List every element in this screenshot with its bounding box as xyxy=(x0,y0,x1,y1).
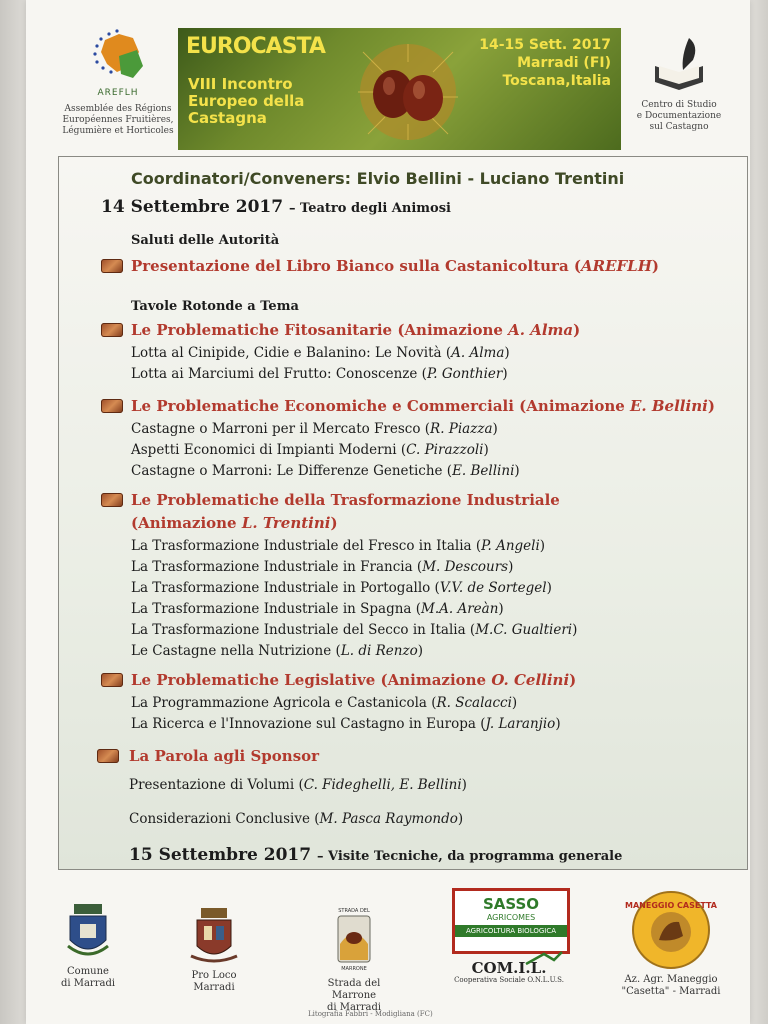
item-author: P. Gonthier xyxy=(426,366,503,382)
sponsor-caption: "Casetta" - Marradi xyxy=(621,986,721,997)
item-author: E. Bellini xyxy=(452,463,515,479)
session3-item xyxy=(131,622,577,638)
banner-date-block xyxy=(479,36,611,90)
session3-title: Le Problematiche della Trasformazione Industriale xyxy=(131,491,560,509)
program-box xyxy=(58,156,748,870)
session-title-em: L. Trentini xyxy=(241,514,331,532)
banner-subtitle-line: Castagna xyxy=(188,109,267,127)
chestnut-bullet-icon xyxy=(101,323,123,337)
item-author: R. Scalacci xyxy=(436,695,512,711)
paren: ) xyxy=(514,463,520,479)
sasso-sub: AGRICOMES xyxy=(486,913,536,922)
presentazione-em: AREFLH xyxy=(581,257,652,275)
day1-place: – Teatro degli Animosi xyxy=(289,201,451,216)
paren: ) xyxy=(492,421,498,437)
sponsor-maneggio xyxy=(616,890,726,998)
session-title-text: (Animazione xyxy=(131,514,242,532)
item-text: Lotta ai Marciumi del Frutto: Conoscenze ( xyxy=(131,366,427,382)
item-author: M. Pasca Raymondo xyxy=(319,811,458,827)
sponsor-caption: di Marradi xyxy=(326,1002,382,1013)
strada-badge-text-2: MARRONE xyxy=(341,966,367,972)
paren: ) xyxy=(569,671,577,689)
sponsor-sasso xyxy=(452,888,570,954)
session3-item xyxy=(131,601,504,617)
banner-date: 14-15 Sett. 2017 xyxy=(479,37,611,53)
item-text: La Trasformazione Industriale in Francia ( xyxy=(131,559,423,575)
item-author: C. Fideghelli, E. Bellini xyxy=(303,777,462,793)
paren: ) xyxy=(573,321,581,339)
paren: ) xyxy=(483,442,489,458)
sponsor-caption: Az. Agr. Maneggio xyxy=(624,974,718,985)
session2-title xyxy=(131,397,715,415)
sponsor-strada-marrone xyxy=(308,904,400,1014)
item-text: La Trasformazione Industriale in Portogallo ( xyxy=(131,580,440,596)
presentazione-volumi xyxy=(129,777,467,793)
areflh-desc-line: Légumière et Horticoles xyxy=(62,126,174,136)
paren: ) xyxy=(457,811,464,827)
book-quill-icon xyxy=(649,36,709,92)
eurocasta-banner xyxy=(178,28,621,150)
saluti: Saluti delle Autorità xyxy=(131,233,280,248)
paren: ) xyxy=(539,538,546,554)
item-text: La Trasformazione Industriale del Fresco in Italia ( xyxy=(131,538,482,554)
day1-date: 14 Settembre 2017 xyxy=(101,197,284,217)
wall-left xyxy=(0,0,26,1024)
conveners: Coordinatori/Conveners: Elvio Bellini - Luciano Trentini xyxy=(131,169,625,188)
banner-place: Marradi (FI) xyxy=(517,55,611,71)
parola-sponsor: La Parola agli Sponsor xyxy=(129,747,320,765)
session1-item xyxy=(131,345,510,361)
banner-title: EUROCASTA xyxy=(186,34,325,59)
item-text: La Trasformazione Industriale del Secco in Italia ( xyxy=(131,622,476,638)
item-text: La Programmazione Agricola e Castanicola ( xyxy=(131,695,437,711)
sponsor-caption: Comune xyxy=(67,966,109,977)
item-author: C. Pirazzoli xyxy=(406,442,484,458)
item-text: Lotta al Cinipide, Cidie e Balanino: Le Novità ( xyxy=(131,345,452,361)
session-title-text: Le Problematiche Fitosanitarie (Animazione xyxy=(131,321,509,339)
item-text: Considerazioni Conclusive ( xyxy=(129,811,320,827)
item-author: M.C. Gualtieri xyxy=(475,622,573,638)
centro-description xyxy=(622,100,736,133)
maneggio-badge-icon xyxy=(625,890,717,970)
item-author: M.A. Areàn xyxy=(421,601,499,617)
item-author: V.V. de Sortegel xyxy=(439,580,547,596)
centro-studio-block xyxy=(622,36,736,133)
paren: ) xyxy=(417,643,423,659)
chestnut-bullet-icon xyxy=(101,493,123,507)
day1-heading xyxy=(101,197,451,217)
sasso-band: AGRICOLTURA BIOLOGICA xyxy=(455,925,567,937)
centro-desc-line: Centro di Studio xyxy=(641,100,717,110)
sponsor-comune xyxy=(48,902,128,990)
session3-title-animazione xyxy=(131,514,338,532)
sponsor-caption: Marradi xyxy=(193,982,235,993)
item-text: Castagne o Marroni per il Mercato Fresco ( xyxy=(131,421,431,437)
session-title-em: A. Alma xyxy=(508,321,574,339)
sasso-title: SASSO xyxy=(482,895,540,913)
chestnut-bullet-icon xyxy=(101,399,123,413)
paren: ) xyxy=(511,695,518,711)
session3-item xyxy=(131,538,545,554)
paren: ) xyxy=(461,777,467,793)
tavole-rotonde: Tavole Rotonde a Tema xyxy=(131,299,299,314)
paren: ) xyxy=(498,601,504,617)
paren: ) xyxy=(502,366,508,382)
session2-item xyxy=(131,463,520,479)
centro-desc-line: sul Castagno xyxy=(649,122,709,132)
day2-date: 15 Settembre 2017 xyxy=(129,845,312,865)
paren: ) xyxy=(572,622,578,638)
areflh-logo-icon xyxy=(83,26,153,86)
item-text: Le Castagne nella Nutrizione ( xyxy=(131,643,341,659)
item-text: Castagne o Marroni: Le Differenze Genetiche ( xyxy=(131,463,453,479)
item-author: L. di Renzo xyxy=(340,643,418,659)
session4-title xyxy=(131,671,576,689)
banner-subtitle-line: VIII Incontro xyxy=(188,75,293,93)
paren: ) xyxy=(504,345,510,361)
banner-region: Toscana,Italia xyxy=(502,73,611,89)
comil-arrow-icon xyxy=(524,950,564,966)
sponsor-caption: Pro Loco xyxy=(191,970,237,981)
proloco-crest-icon xyxy=(189,906,239,966)
areflh-name: AREFLH xyxy=(97,88,139,98)
session-title-em: O. Cellini xyxy=(491,671,570,689)
item-text: La Ricerca e l'Innovazione sul Castagno in Europa ( xyxy=(131,716,486,732)
session-title-em: E. Bellini xyxy=(630,397,708,415)
areflh-desc-line: Assemblée des Régions xyxy=(64,104,172,114)
session3-item xyxy=(131,580,552,596)
session2-item xyxy=(131,442,489,458)
strada-badge-text: STRADA DEL xyxy=(338,908,370,914)
item-author: P. Angeli xyxy=(481,538,540,554)
paren: ) xyxy=(330,514,338,532)
maneggio-badge-text: MANEGGIO CASETTA xyxy=(625,901,717,910)
poster xyxy=(26,0,750,1024)
centro-desc-line: e Documentazione xyxy=(636,111,722,121)
paren: ) xyxy=(546,580,552,596)
areflh-logo-block xyxy=(58,26,178,137)
item-author: J. Laranjio xyxy=(485,716,556,732)
sponsor-caption: di Marradi xyxy=(60,978,116,989)
comil-caption: Cooperativa Sociale O.N.L.U.S. xyxy=(454,976,564,984)
paren: ) xyxy=(508,559,514,575)
areflh-desc-line: Européennes Fruitières, xyxy=(62,115,174,125)
paren: ) xyxy=(707,397,715,415)
day2-place: – Visite Tecniche, da programma generale xyxy=(317,849,623,864)
item-text: Presentazione di Volumi ( xyxy=(129,777,304,793)
session4-item xyxy=(131,716,561,732)
comune-crest-icon xyxy=(66,902,110,962)
printer-credit: Litografia Fabbri - Modigliana (FC) xyxy=(308,1010,433,1018)
chestnut-bullet-icon xyxy=(101,673,123,687)
day2-heading xyxy=(129,845,622,865)
session4-item xyxy=(131,695,517,711)
chestnut-bullet-icon xyxy=(97,749,119,763)
session-title-text: Le Problematiche Economiche e Commerciali (Animazione xyxy=(131,397,630,415)
session2-item xyxy=(131,421,498,437)
sponsor-caption: Strada del Marrone xyxy=(327,978,381,1001)
comil-title: COM.I.L. xyxy=(471,959,547,977)
item-author: A. Alma xyxy=(451,345,505,361)
wall-right xyxy=(748,0,768,1024)
paren: ) xyxy=(651,257,660,275)
sponsor-comil xyxy=(444,956,574,986)
session3-item xyxy=(131,643,423,659)
session1-title xyxy=(131,321,580,339)
paren: ) xyxy=(555,716,561,732)
banner-subtitle xyxy=(188,76,304,127)
session-title-text: Le Problematiche Legislative (Animazione xyxy=(131,671,492,689)
item-author: M. Descours xyxy=(422,559,509,575)
item-author: R. Piazza xyxy=(430,421,493,437)
banner-subtitle-line: Europeo della xyxy=(188,92,305,110)
chestnut-bullet-icon xyxy=(101,259,123,273)
areflh-description xyxy=(58,104,178,137)
strada-marrone-badge-icon xyxy=(332,904,376,974)
session3-item xyxy=(131,559,513,575)
chestnut-icon xyxy=(353,42,463,142)
presentazione-libro xyxy=(131,257,659,275)
session1-item xyxy=(131,366,508,382)
considerazioni-conclusive xyxy=(129,811,463,827)
item-text: Aspetti Economici di Impianti Moderni ( xyxy=(131,442,407,458)
item-text: La Trasformazione Industriale in Spagna ( xyxy=(131,601,422,617)
sponsor-proloco xyxy=(174,906,254,994)
presentazione-text: Presentazione del Libro Bianco sulla Castanicoltura ( xyxy=(131,257,581,275)
